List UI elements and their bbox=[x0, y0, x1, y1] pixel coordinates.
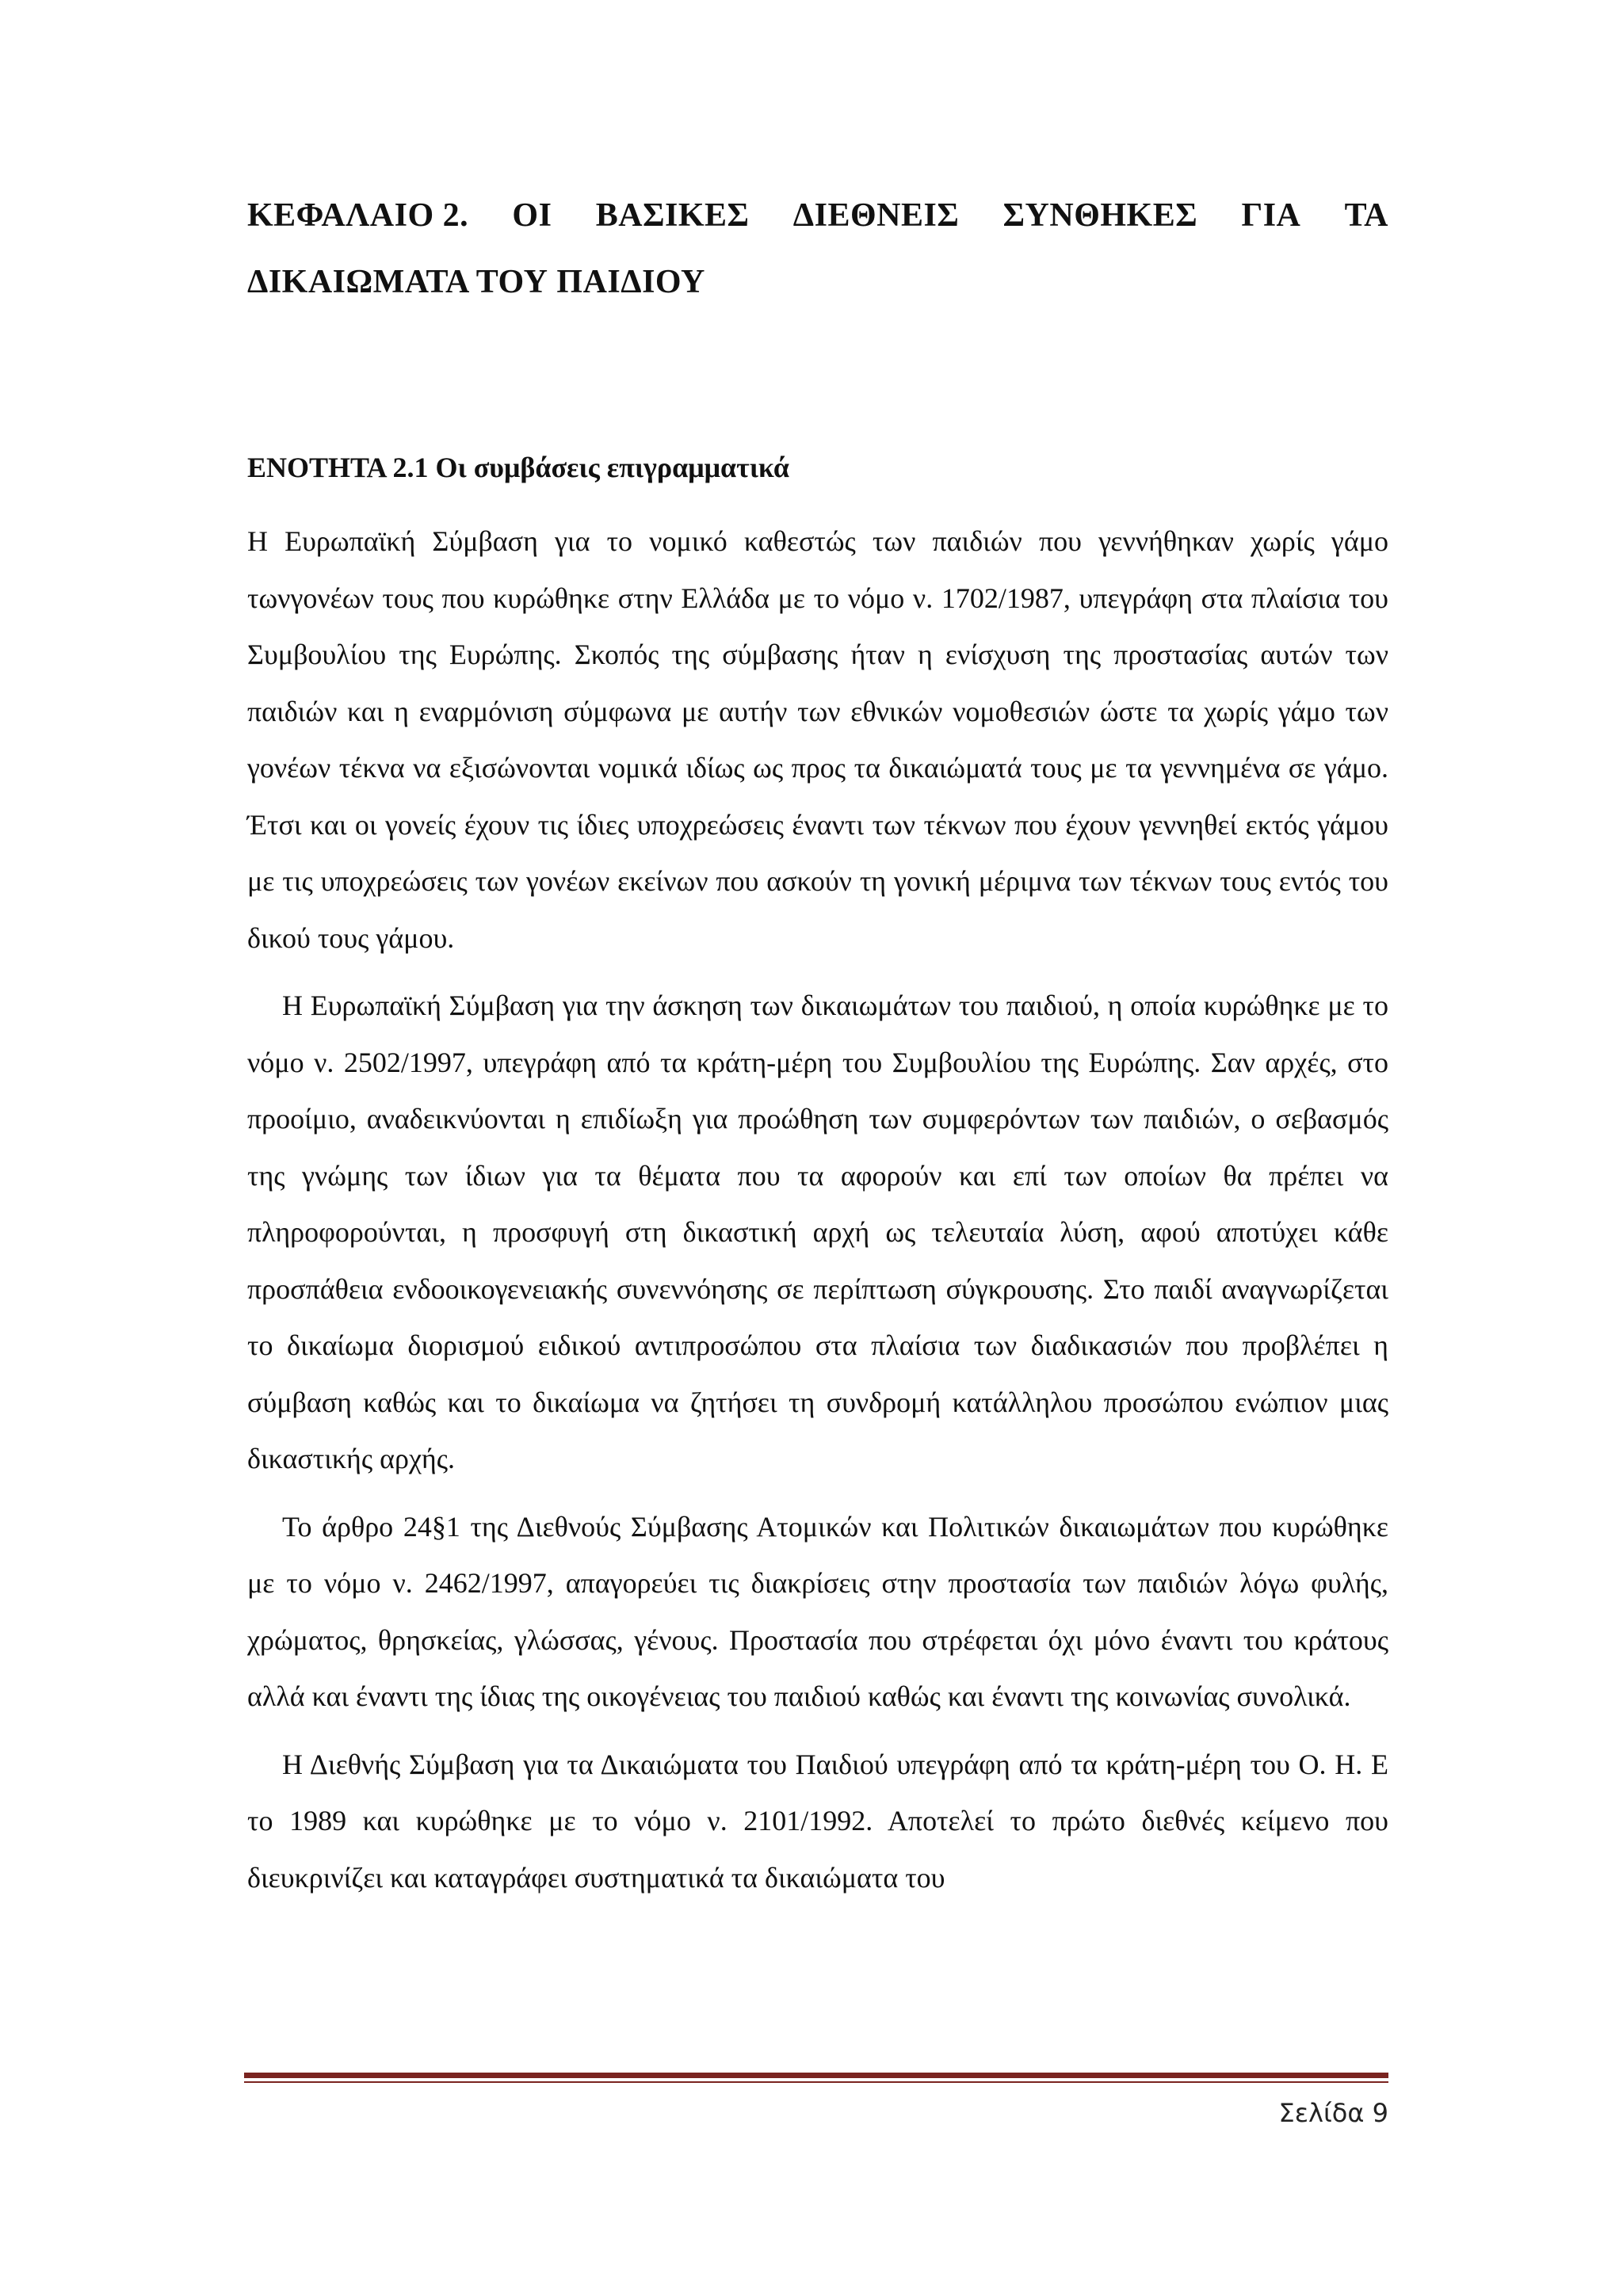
footer-rule-thin bbox=[244, 2081, 1388, 2083]
paragraph: Η Διεθνής Σύμβαση για τα Δικαιώματα του Παιδιού υπεγράφη από τα κράτη-μέρη του Ο. Η. Ε το 1989 και κυρώθηκε με το νόμο ν. 2101/1992. Αποτελεί το πρώτο διεθνές κείμενο που διευκρινίζει και καταγράφει συστηματικά τα δικαιώματα του bbox=[247, 1748, 1388, 1894]
paragraph: Το άρθρο 24§1 της Διεθνούς Σύμβασης Ατομικών και Πολιτικών δικαιωμάτων που κυρώθηκε με το νόμο ν. 2462/1997, απαγορεύει τις διακρίσεις στην προστασία των παιδιών λόγω φυλής, χρώματος, θρησκείας, γλώσσας, γένους. Προστασία που στρέφεται όχι μόνο έναντι του κράτους αλλά και έναντι της ίδιας της οικογένειας του παιδιού καθώς και έναντι της κοινωνίας συνολικά. bbox=[247, 1510, 1388, 1712]
paragraph: Η Ευρωπαϊκή Σύμβαση για το νομικό καθεστώς των παιδιών που γεννήθηκαν χωρίς γάμο τωνγονέων τους που κυρώθηκε στην Ελλάδα με το νόμο ν. 1702/1987, υπεγράφη στα πλαίσια του Συμβουλίου της Ευρώπης. Σκοπός της σύμβασης ήταν η ενίσχυση της προστασίας αυτών των παιδιών και η εναρμόνιση σύμφωνα με αυτήν των εθνικών νομοθεσιών ώστε τα χωρίς γάμο των γονέων τέκνα να εξισώνονται νομικά ιδίως ως προς τα δικαιώματά τους με τα γεννημένα σε γάμο. Έτσι και οι γονείς έχουν τις ίδιες υποχρεώσεις έναντι των τέκνων που έχουν γεννηθεί εκτός γάμου με τις υποχρεώσεις των γονέων εκείνων που ασκούν τη γονική μέριμνα των τέκνων τους εντός του δικού τους γάμου. bbox=[247, 525, 1388, 954]
chapter-title bbox=[247, 182, 1388, 315]
section-title: ΕΝΟΤΗΤΑ 2.1 Οι συμβάσεις επιγραμματικά bbox=[247, 452, 789, 483]
chapter-title-word: ΔΙΕΘΝΕΙΣ bbox=[792, 197, 960, 234]
chapter-title-line-2: ΔΙΚΑΙΩΜΑΤΑ ΤΟΥ ΠΑΙΔΙΟΥ bbox=[247, 264, 705, 300]
chapter-title-word: ΒΑΣΙΚΕΣ bbox=[595, 197, 750, 234]
chapter-title-word: ΚΕΦΑΛΑΙΟ 2. bbox=[247, 197, 469, 234]
chapter-title-word: ΟΙ bbox=[512, 197, 552, 234]
paragraph: Η Ευρωπαϊκή Σύμβαση για την άσκηση των δικαιωμάτων του παιδιού, η οποία κυρώθηκε με το νόμο ν. 2502/1997, υπεγράφη από τα κράτη-μέρη του Συμβουλίου της Ευρώπης. Σαν αρχές, στο προοίμιο, αναδεικνύονται η επιδίωξη για προώθηση των συμφερόντων των παιδιών, ο σεβασμός της γνώμης των ίδιων για τα θέματα που τα αφορούν και επί των οποίων θα πρέπει να πληροφορούνται, η προσφυγή στη δικαστική αρχή ως τελευταία λύση, αφού αποτύχει κάθε προσπάθεια ενδοοικογενειακής συνεννόησης σε περίπτωση σύγκρουσης. Στο παιδί αναγνωρίζεται το δικαίωμα διορισμού ειδικού αντιπροσώπου στα πλαίσια των διαδικασιών που προβλέπει η σύμβαση καθώς και το δικαίωμα να ζητήσει τη συνδρομή κατάλληλου προσώπου ενώπιον μιας δικαστικής αρχής. bbox=[247, 990, 1388, 1474]
chapter-title-word: ΓΙΑ bbox=[1241, 197, 1301, 234]
chapter-title-line-1 bbox=[247, 182, 1388, 249]
page-number: Σελίδα 9 bbox=[1278, 2098, 1388, 2128]
chapter-title-word: ΣΥΝΘΗΚΕΣ bbox=[1002, 197, 1198, 234]
footer-rule bbox=[244, 2073, 1388, 2078]
chapter-title-word: ΤΑ bbox=[1344, 197, 1388, 234]
page-content bbox=[247, 182, 1388, 1917]
